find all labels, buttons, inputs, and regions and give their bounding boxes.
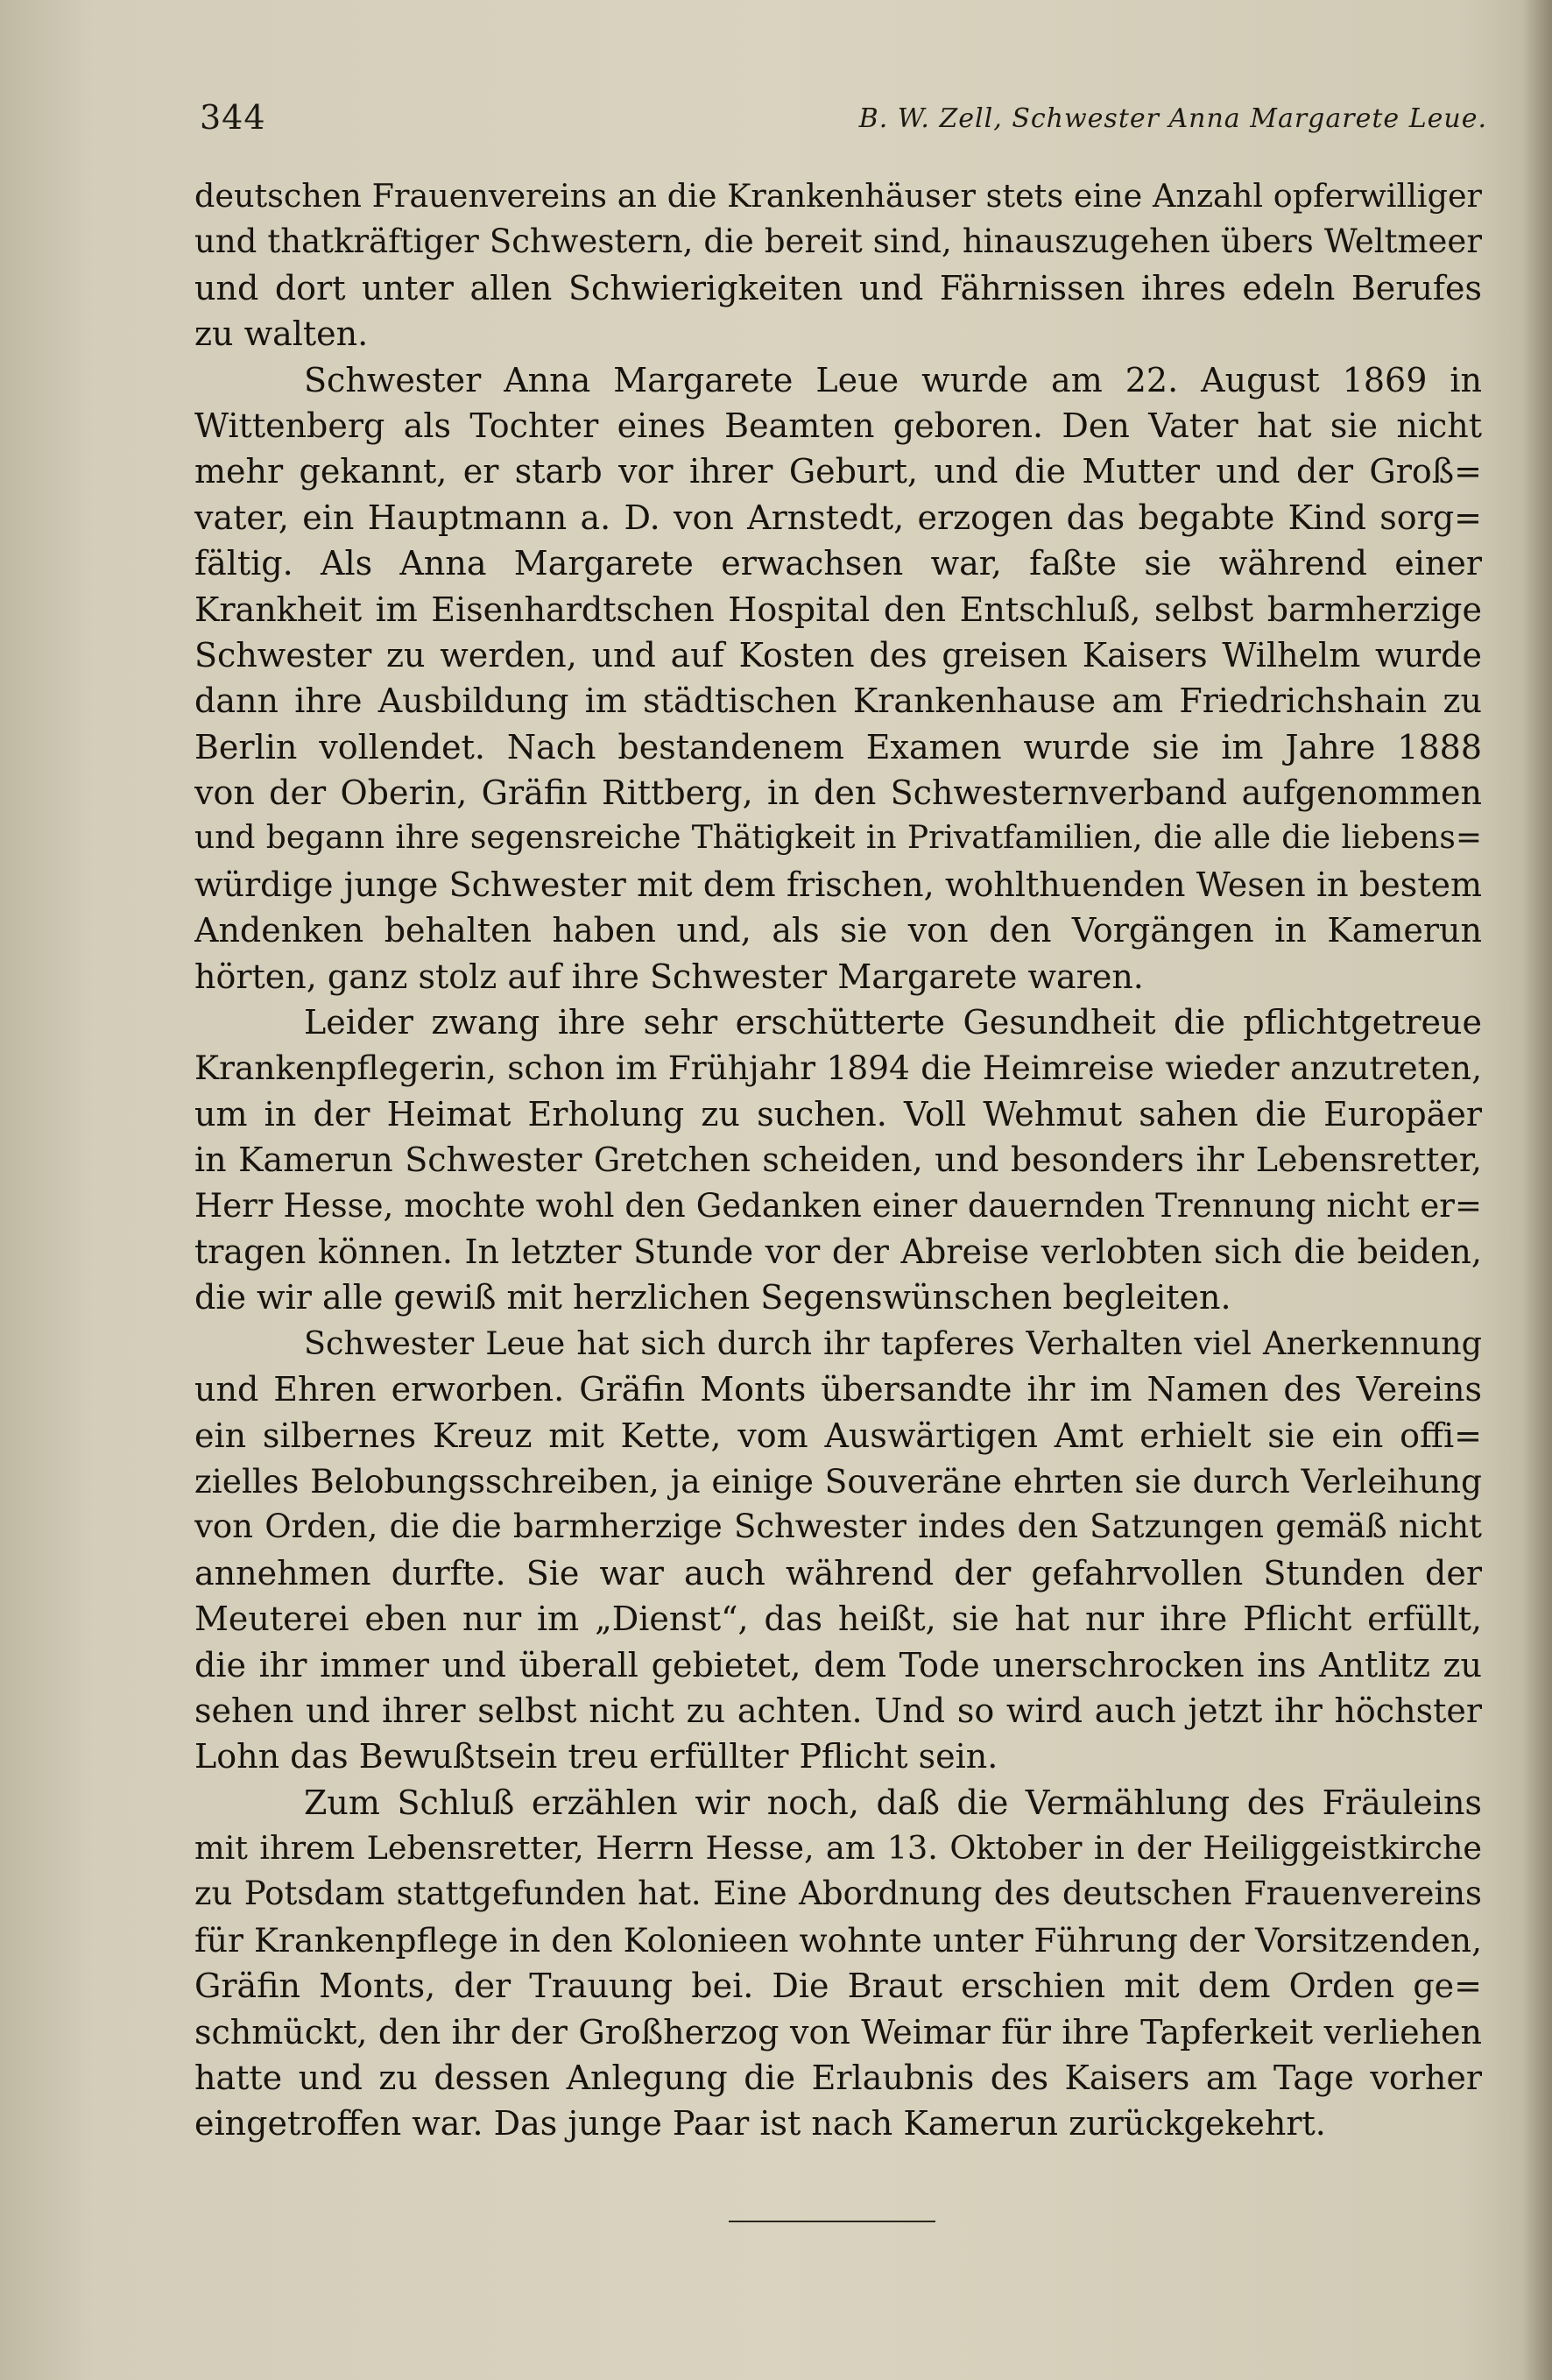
text-line: Schwester zu werden, und auf Kosten des greisen Kaisers Wilhelm wurde: [194, 635, 1482, 674]
article-body: [194, 173, 1482, 2147]
text-line: für Krankenpflege in den Kolonieen wohnte unter Führung der Vorsitzenden,: [194, 1920, 1482, 1960]
text-line: Meuterei eben nur im „Dienst“, das heißt, sie hat nur ihre Pflicht erfüllt,: [194, 1600, 1482, 1639]
running-head: [200, 98, 1487, 159]
text-line: und Ehren erworben. Gräfin Monts übersandte ihr im Namen des Vereins: [194, 1370, 1482, 1409]
text-line: hatte und zu dessen Anlegung die Erlaubnis des Kaisers am Tage vorher: [194, 2059, 1482, 2098]
text-line: vater, ein Hauptmann a. D. von Arnstedt, erzogen das begabte Kind sorg=: [194, 498, 1482, 537]
end-of-article-rule: [729, 2221, 935, 2222]
text-line: von der Oberin, Gräfin Rittberg, in den Schwesternverband aufgenommen: [194, 773, 1482, 813]
paragraph-first-line: Schwester Anna Margarete Leue wurde am 22. August 1869 in: [304, 360, 1482, 399]
page-number: 344: [200, 98, 266, 137]
text-line: tragen können. In letzter Stunde vor der Abreise verlobten sich die beiden,: [194, 1232, 1482, 1271]
text-line: von Orden, die die barmherzige Schwester indes den Satzungen gemäß nicht: [194, 1508, 1482, 1546]
text-line: schmückt, den ihr der Großherzog von Weimar für ihre Tapferkeit verliehen: [194, 2012, 1482, 2052]
text-line: fältig. Als Anna Margarete erwachsen war, faßte sie während einer: [194, 544, 1482, 583]
text-line: deutschen Frauenvereins an die Krankenhäuser stets eine Anzahl opferwilliger: [194, 177, 1482, 215]
text-line: zu walten.: [194, 314, 369, 354]
text-line: annehmen durfte. Sie war auch während der gefahrvollen Stunden der: [194, 1553, 1482, 1593]
text-line: dann ihre Ausbildung im städtischen Krankenhause am Friedrichshain zu: [194, 682, 1482, 721]
text-line: Wittenberg als Tochter eines Beamten geboren. Den Vater hat sie nicht: [194, 406, 1482, 445]
text-line: in Kamerun Schwester Gretchen scheiden, und besonders ihr Lebensretter,: [194, 1141, 1482, 1180]
running-head-title: B. W. Zell, Schwester Anna Margarete Leue.: [858, 103, 1487, 134]
text-line: Krankenpflegerin, schon im Frühjahr 1894 die Heimreise wieder anzutreten,: [194, 1049, 1482, 1088]
text-line: mit ihrem Lebensretter, Herrn Hesse, am 13. Oktober in der Heiliggeistkirche: [194, 1829, 1482, 1868]
text-line: und thatkräftiger Schwestern, die bereit sind, hinauszugehen übers Weltmeer: [194, 222, 1482, 261]
text-line: Gräfin Monts, der Trauung bei. Die Braut erschien mit dem Orden ge=: [194, 1967, 1482, 2006]
text-line: Berlin vollendet. Nach bestandenem Examen wurde sie im Jahre 1888: [194, 727, 1482, 766]
text-line: zielles Belobungsschreiben, ja einige Souveräne ehrten sie durch Verleihung: [194, 1461, 1482, 1501]
text-line: und begann ihre segensreiche Thätigkeit in Privatfamilien, die alle die liebens=: [194, 820, 1482, 857]
text-line: zu Potsdam stattgefunden hat. Eine Abordnung des deutschen Frauenvereins: [194, 1875, 1482, 1913]
paragraph-first-line: Zum Schluß erzählen wir noch, daß die Vermählung des Fräuleins: [304, 1783, 1482, 1822]
paragraph-first-line: Leider zwang ihre sehr erschütterte Gesundheit die pflichtgetreue: [304, 1003, 1482, 1042]
text-line: würdige junge Schwester mit dem frischen, wohlthuenden Wesen in bestem: [194, 865, 1482, 904]
text-line: sehen und ihrer selbst nicht zu achten. Und so wird auch jetzt ihr höchster: [194, 1691, 1482, 1730]
text-line: die wir alle gewiß mit herzlichen Segenswünschen begleiten.: [194, 1278, 1231, 1317]
text-line: mehr gekannt, er starb vor ihrer Geburt, und die Mutter und der Groß=: [194, 452, 1482, 491]
text-line: und dort unter allen Schwierigkeiten und Fährnissen ihres edeln Berufes: [194, 268, 1482, 307]
page-gutter-shadow: [1522, 0, 1552, 2380]
text-line: Herr Hesse, mochte wohl den Gedanken einer dauernden Trennung nicht er=: [194, 1186, 1482, 1225]
text-line: ein silbernes Kreuz mit Kette, vom Auswärtigen Amt erhielt sie ein offi=: [194, 1416, 1482, 1455]
paragraph-first-line: Schwester Leue hat sich durch ihr tapferes Verhalten viel Anerkennung: [304, 1324, 1482, 1362]
text-line: die ihr immer und überall gebietet, dem Tode unerschrocken ins Antlitz zu: [194, 1645, 1482, 1684]
text-line: eingetroffen war. Das junge Paar ist nach Kamerun zurückgekehrt.: [194, 2104, 1326, 2143]
text-line: hörten, ganz stolz auf ihre Schwester Margarete waren.: [194, 957, 1144, 996]
text-line: Andenken behalten haben und, als sie von den Vorgängen in Kamerun: [194, 911, 1482, 950]
text-line: Lohn das Bewußtsein treu erfüllter Pflicht sein.: [194, 1737, 998, 1776]
text-line: um in der Heimat Erholung zu suchen. Voll Wehmut sahen die Europäer: [194, 1094, 1482, 1134]
text-line: Krankheit im Eisenhardtschen Hospital den Entschluß, selbst barmherzige: [194, 590, 1482, 629]
